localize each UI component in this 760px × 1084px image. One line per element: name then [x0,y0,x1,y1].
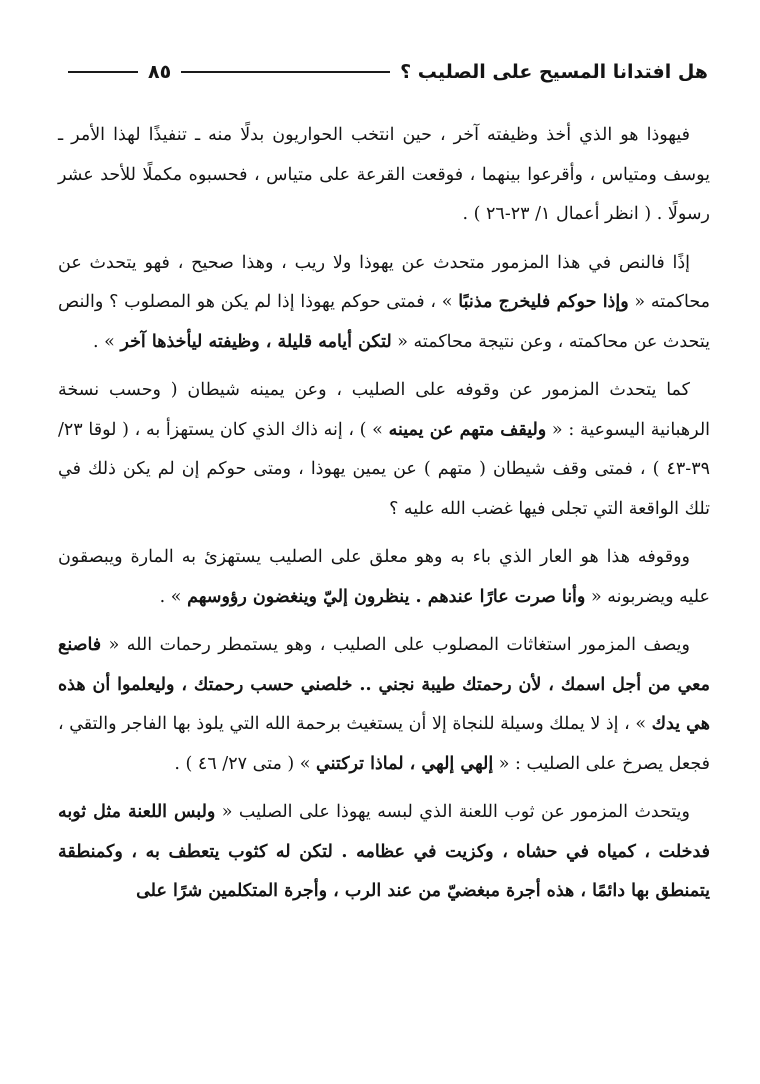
text-run: » ( متى ٢٧/ ٤٦ ) . [174,753,317,774]
text-run: كما يتحدث المزمور عن وقوفه على الصليب ، وعن يمينه شيطان ( وحسب نسخة الرهبانية اليسوعية : « [58,380,711,440]
text-run: ويتحدث المزمور عن ثوب اللعنة الذي لبسه يهوذا على الصليب « [215,802,691,822]
running-header-title: هل افتدانا المسيح على الصليب ؟ [400,61,708,83]
quoted-text: ولبس اللعنة مثل ثوبه فدخلت ، كمياه في حشاه ، وكزيت في عظامه . لتكن له كثوب يتعطف به ، وكمنطقة يتمنطق بها دائمًا ، هذه أجرة مبغضيّ من عند الرب ، وأجرة المتكلمين شرًا على [58,802,710,901]
text-run: ويصف المزمور استغاثات المصلوب على الصليب ، وهو يستمطر رحمات الله « [101,635,690,655]
quoted-text: لتكن أيامه قليلة ، وظيفته ليأخذها آخر [120,331,392,352]
paragraph-6 [58,793,710,912]
text-run: » . [159,586,188,607]
quoted-text: وليقف متهم عن يمينه [388,419,547,440]
paragraph-4 [58,538,710,617]
paragraph-2 [58,244,710,363]
header-rule [181,71,390,73]
quoted-text: وأنا صرت عارًا عندهم . ينظرون إليّ وينغضون رؤوسهم [187,586,586,607]
body-text [58,116,710,921]
text-run: » ) ، إنه ذاك الذي كان يستهزأ به ، ( لوقا ٢٣/ ٣٩-٤٣ ) ، فمتى وقف شيطان ( متهم ) عن يمين يهوذا ، ومتى حوكم إن لم يكن ذلك في تلك الواقعة التي تجلى فيها غضب الله عليه ؟ [58,419,710,519]
quoted-text: فاصنع معي من أجل اسمك ، لأن رحمتك طيبة نجني .. خلصني حسب رحمتك ، وليعلموا أن هذه هي يدك [58,635,710,734]
text-run: » ، فمتى حوكم يهوذا إذا لم يكن هو المصلوب ؟ والنص يتحدث عن محاكمته ، وعن نتيجة محاكمته « [58,292,710,352]
quoted-text: وإذا حوكم فليخرج مذنبًا [458,292,629,312]
paragraph-5 [58,626,710,784]
text-run: » . [93,331,121,352]
text-run: » ، إذ لا يملك وسيلة للنجاة إلا أن يستغيث برحمة الله التي يلوذ بها الفاجر والتقي ، فجعل يصرخ على الصليب : « [58,714,710,774]
page-number: ٨٥ [148,61,172,83]
text-run: فيهوذا هو الذي أخذ وظيفته آخر ، حين انتخب الحواريون بدلًا منه ـ تنفيذًا لهذا الأمر ـ يوسف ومتياس ، وأقرعوا بينهما ، فوقعت القرعة على متياس ، فحسبوه مكملًا للأحد عشر رسولًا . ( انظر أعمال ١/ ٢٣-٢٦ ) . [58,125,710,224]
header-rule-short [68,71,138,73]
paragraph-1 [58,116,710,235]
text-run: إذًا فالنص في هذا المزمور متحدث عن يهوذا ولا ريب ، وهذا صحيح ، فهو يتحدث عن محاكمته « [58,252,710,312]
text-run: ووقوفه هذا هو العار الذي باء به وهو معلق على الصليب يستهزئ به المارة ويبصقون عليه ويضربونه « [58,547,710,607]
running-header [58,52,708,92]
paragraph-3 [58,371,710,529]
quoted-text: إلهي إلهي ، لماذا تركتني [316,753,494,774]
